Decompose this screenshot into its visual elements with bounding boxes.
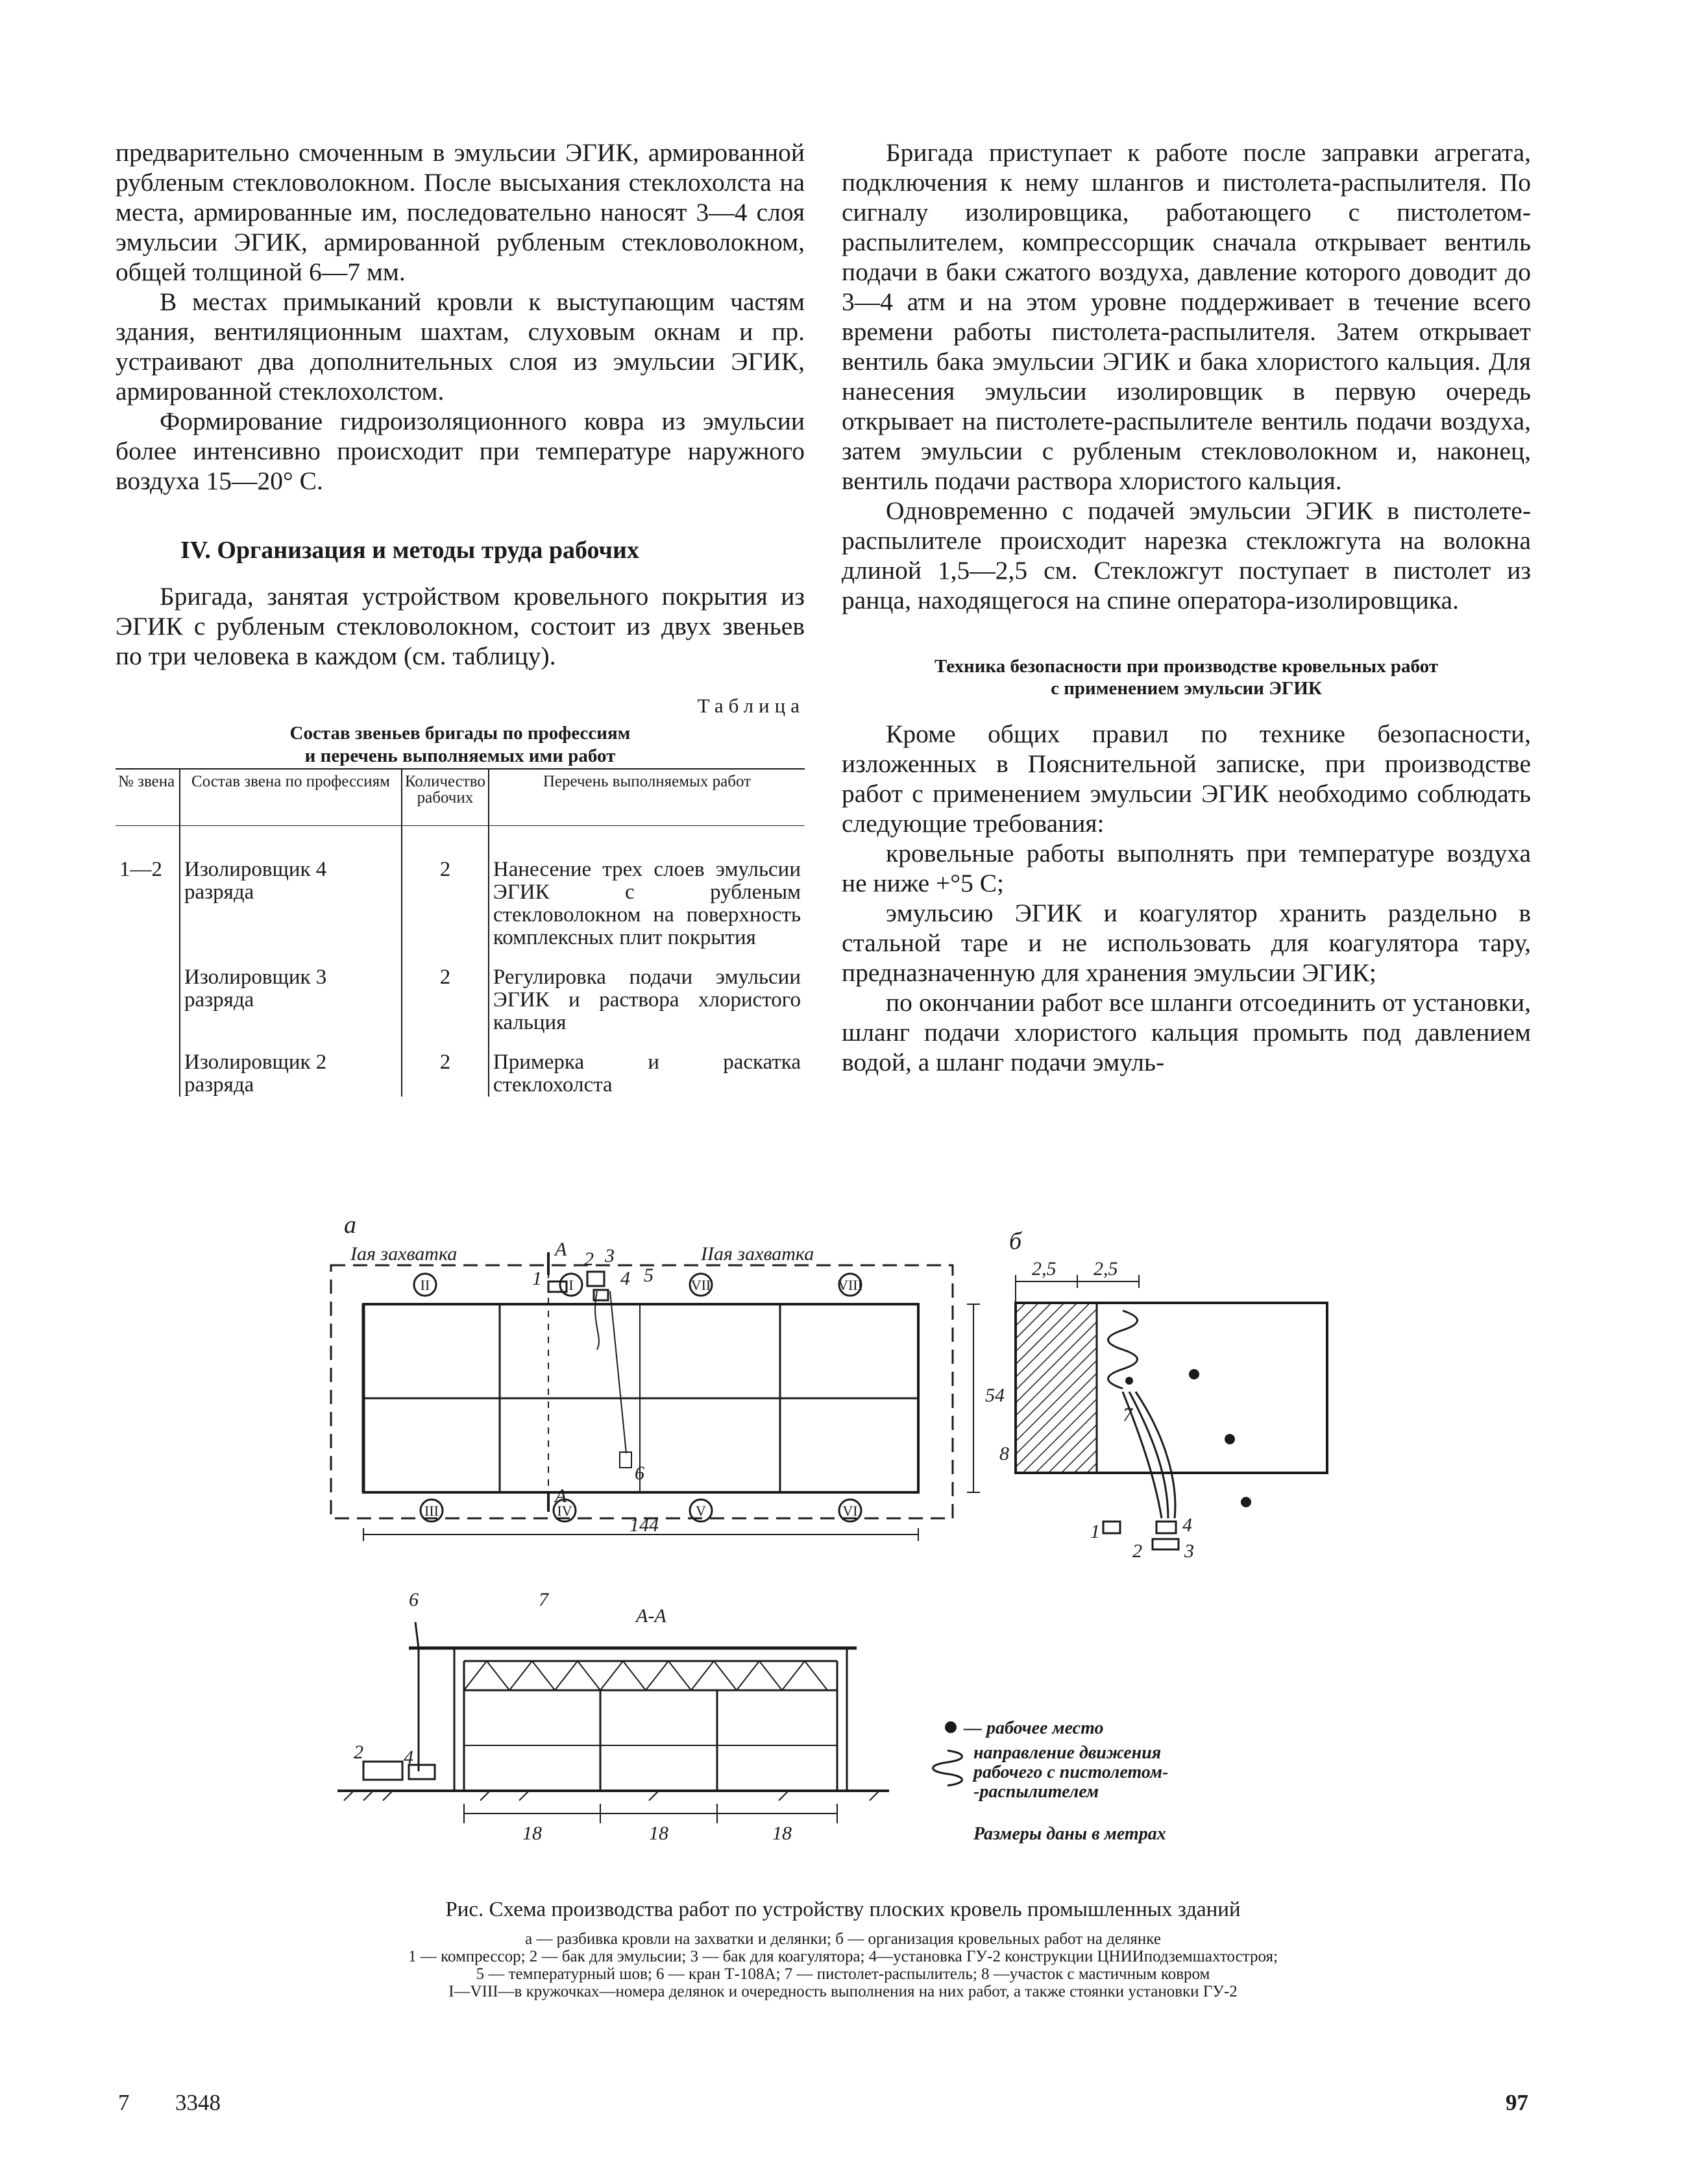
callout: 4 bbox=[620, 1268, 630, 1289]
table-cell: Регулировка подачи эмульсии ЭГИК и раствора хлористого кальция bbox=[493, 965, 801, 1034]
table-cell bbox=[116, 949, 180, 1034]
table-cell: Изолировщик 3 разряда bbox=[180, 949, 402, 1034]
callout: 5 bbox=[644, 1265, 654, 1286]
figure-caption: Рис. Схема производства работ по устройству плоских кровель промышленных зданий bbox=[445, 1898, 1241, 1921]
legend-direction: -распылителем bbox=[973, 1782, 1099, 1802]
callout: 3 bbox=[605, 1245, 615, 1267]
callout: 4 bbox=[1182, 1514, 1192, 1536]
legend-line: I—VIII—в кружочках—номера делянок и очередность выполнения на них работ, а также стоянки установки ГУ-2 bbox=[448, 1983, 1238, 2000]
legend-units: Размеры даны в метрах bbox=[973, 1824, 1166, 1844]
roof-works-figure bbox=[324, 1207, 1363, 1869]
legend-workplace: — рабочее место bbox=[964, 1718, 1104, 1738]
dimension-label: 144 bbox=[629, 1514, 659, 1536]
callout: 1 bbox=[1090, 1521, 1100, 1542]
table-cell: 2 bbox=[402, 826, 489, 950]
dimension-label: 18 bbox=[522, 1823, 542, 1844]
section-label: А-А bbox=[636, 1605, 666, 1627]
callout: 2 bbox=[1132, 1540, 1142, 1562]
paragraph: Одновременно с подачей эмульсии ЭГИК в пистолете-распылителе происходит нарезка стекложгута на волокна длиной 1,5—2,5 см. Стекложгут поступает в пистолет из ранца, находящегося на спине оператора-изолировщика. bbox=[842, 496, 1531, 614]
dimension-label: 2,5 bbox=[1032, 1258, 1057, 1280]
callout: 6 bbox=[635, 1462, 644, 1484]
area-number: I bbox=[568, 1277, 574, 1293]
zone-label: IIая захватка bbox=[701, 1243, 814, 1265]
subsection-title-line: с применением эмульсии ЭГИК bbox=[1051, 678, 1322, 699]
table-cell bbox=[116, 1034, 180, 1097]
paragraph: Бригада приступает к работе после заправки агрегата, подключения к нему шлангов и пистолета-распылителя. По сигналу изолировщика, работающего с пистолетом-распылителем, компрессорщик сначала открывает вентиль подачи в баки сжатого воздуха, давление которого доводит до 3—4 атм и на этом уровне поддерживает в течение всего времени работы пистолета-распылителя. Затем открывает вентиль бака эмульсии ЭГИК и бака хлористого кальция. Для нанесения эмульсии изолировщик в первую очередь открывает на пистолете-распылителе вентиль подачи воздуха, затем эмульсии с рубленым стекловолокном и, наконец, вентиль подачи раствора хлористого кальция. bbox=[842, 138, 1531, 495]
legend-line: 5 — температурный шов; 6 — кран Т-108А; 7 — пистолет-распылитель; 8 —участок с мастичным ковром bbox=[476, 1965, 1210, 1983]
column-header: Количество рабочих bbox=[402, 769, 489, 826]
callout: 8 bbox=[999, 1443, 1009, 1464]
paragraph: Формирование гидроизоляционного ковра из эмульсии более интенсивно происходит при температуре наружного воздуха 15—20° С. bbox=[116, 407, 805, 495]
legend-direction: рабочего с пистолетом- bbox=[973, 1762, 1169, 1782]
legend-direction: направление движения bbox=[973, 1743, 1162, 1763]
table-cell: Нанесение трех слоев эмульсии ЭГИК с рубленым стекловолокном на поверхность комплексных плит покрытия bbox=[493, 858, 801, 949]
table-cell: Изолировщик 2 разряда bbox=[180, 1034, 402, 1097]
left-column bbox=[116, 138, 805, 1097]
table-cell: 1—2 bbox=[116, 826, 180, 950]
table-cell: Примерка и раскатка стеклохолста bbox=[493, 1050, 801, 1097]
area-number: VIII bbox=[838, 1277, 862, 1293]
legend-line: 1 — компрессор; 2 — бак для эмульсии; 3 — бак для коагулятора; 4—установка ГУ-2 конструкции ЦНИИподземшахтостроя; bbox=[408, 1948, 1278, 1965]
callout: 7 bbox=[1123, 1404, 1132, 1426]
table-title: Состав звеньев бригады по профессиям bbox=[289, 723, 631, 744]
table-cell: Изолировщик 4 разряда bbox=[180, 826, 402, 950]
print-code: 3348 bbox=[175, 2090, 221, 2115]
figure-drawing bbox=[324, 1207, 1363, 1869]
area-number: IV bbox=[557, 1503, 572, 1519]
callout: 7 bbox=[539, 1589, 548, 1610]
legend-line: а — разбивка кровли на захватки и делянки; б — организация кровельных работ на делянке bbox=[525, 1930, 1161, 1948]
section-mark: А bbox=[555, 1239, 567, 1260]
paragraph: Бригада, занятая устройством кровельного покрытия из ЭГИК с рубленым стекловолокном, состоит из двух звеньев по три человека в каждом (см. таблицу). bbox=[116, 582, 805, 670]
table-row bbox=[116, 1034, 805, 1097]
section-mark: А bbox=[555, 1485, 567, 1507]
dimension-label: 2,5 bbox=[1093, 1258, 1118, 1280]
dimension-label: 54 bbox=[985, 1385, 1005, 1406]
callout: 1 bbox=[532, 1268, 542, 1289]
subsection-title-line: Техника безопасности при производстве кровельных работ bbox=[935, 656, 1438, 677]
crew-table bbox=[116, 768, 805, 1097]
dimension-label: 18 bbox=[772, 1823, 792, 1844]
subsection-title bbox=[842, 655, 1531, 699]
page-number: 97 bbox=[1506, 2090, 1528, 2115]
paragraph: В местах примыканий кровли к выступающим частям здания, вентиляционным шахтам, слуховым окнам и пр. устраивают два дополнительных слоя из эмульсии ЭГИК, армированной стеклохолстом. bbox=[116, 287, 805, 406]
area-number: VI bbox=[842, 1503, 858, 1519]
paragraph: эмульсию ЭГИК и коагулятор хранить раздельно в стальной таре и не использовать для коагулятора тару, предназначенную для хранения эмульсии ЭГИК; bbox=[842, 899, 1531, 987]
callout: 2 bbox=[584, 1248, 594, 1270]
right-column bbox=[842, 138, 1531, 1077]
area-number: V bbox=[696, 1503, 706, 1519]
callout: 2 bbox=[354, 1741, 363, 1763]
table-row bbox=[116, 826, 805, 950]
dimension-label: 18 bbox=[649, 1823, 668, 1844]
paragraph: предварительно смоченным в эмульсии ЭГИК, армированной рубленым стекловолокном. После высыхания стеклохолста на места, армированные им, последовательно наносят 3—4 слоя эмульсии ЭГИК, армированной рубленым стекловолокном, общей толщиной 6—7 мм. bbox=[116, 138, 805, 286]
table-row bbox=[116, 949, 805, 1034]
table-header-row bbox=[116, 769, 805, 826]
zone-label: Iая захватка bbox=[350, 1243, 458, 1265]
figure-legend bbox=[0, 1930, 1686, 2000]
paragraph: по окончании работ все шланги отсоединить от установки, шланг подачи хлористого кальция промыть под давлением водой, а шланг подачи эмуль- bbox=[842, 988, 1531, 1076]
paragraph: Кроме общих правил по технике безопасности, изложенных в Пояснительной записке, при производстве работ с применением эмульсии ЭГИК необходимо соблюдать следующие требования: bbox=[842, 720, 1531, 838]
figure-label-a: а bbox=[344, 1211, 356, 1239]
section-heading: IV. Организация и методы труда рабочих bbox=[180, 537, 639, 564]
callout: 6 bbox=[409, 1589, 419, 1610]
signature-number: 7 bbox=[118, 2090, 130, 2115]
table-cell: 2 bbox=[402, 949, 489, 1034]
area-number: VII bbox=[690, 1277, 711, 1293]
figure-label-b: б bbox=[1009, 1228, 1022, 1255]
callout: 3 bbox=[1184, 1540, 1194, 1562]
area-number: III bbox=[424, 1503, 439, 1519]
callout: 4 bbox=[404, 1747, 413, 1768]
column-header: № звена bbox=[116, 769, 180, 826]
table-cell: 2 bbox=[402, 1034, 489, 1097]
column-header: Перечень выполняемых работ bbox=[489, 769, 805, 826]
table-title: и перечень выполняемых ими работ bbox=[304, 746, 616, 766]
table-label: Таблица bbox=[697, 694, 805, 717]
column-header: Состав звена по профессиям bbox=[180, 769, 402, 826]
paragraph: кровельные работы выполнять при температуре воздуха не ниже +°5 С; bbox=[842, 839, 1531, 897]
area-number: II bbox=[420, 1277, 430, 1293]
